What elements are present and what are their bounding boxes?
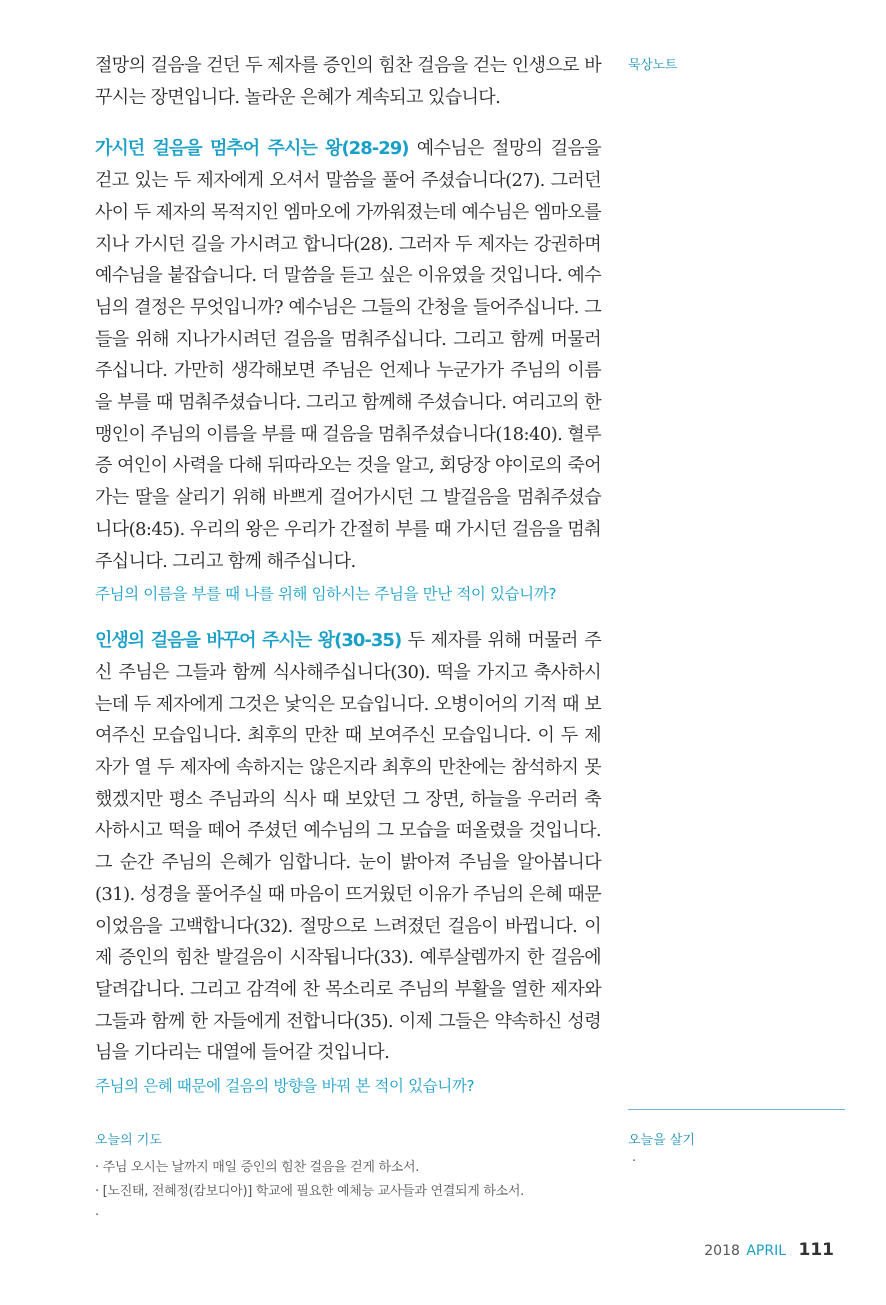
main-column (95, 50, 601, 1099)
live-today-item: · (632, 1154, 637, 1169)
reflection-question: 주님의 이름을 부를 때 나를 위해 임하시는 주님을 만난 적이 있습니까? (95, 585, 557, 604)
prayer-item: · (95, 1208, 99, 1223)
prayer-list (95, 1156, 615, 1228)
reflection-question: 주님의 은혜 때문에 걸음의 방향을 바꿔 본 적이 있습니까? (95, 1077, 475, 1096)
section-body: 예수님은 절망의 걸음을 걷고 있는 두 제자에게 오셔서 말씀을 풀어 주셨습니다(27). 그러던 사이 두 제자의 목적지인 엠마오에 가까워졌는데 예수님은 엠마오를 지나 가시던 길을 가시려고 합니다(28). 그러자 두 제자는 강권하며 예수님을 붙잡습니다. 더 말씀을 듣고 싶은 이유였을 것입니다. 예수님의 결정은 무엇입니까? 예수님은 그들의 간청을 들어주십니다. 그들을 위해 지나가시려던 걸음을 멈춰주십니다. 그리고 함께 머물러 주십니다. 가만히 생각해보면 주님은 언제나 누군가가 주님의 이름을 부를 때 멈춰주셨습니다. 그리고 함께해 주셨습니다. 여리고의 한 맹인이 주님의 이름을 부를 때 걸음을 멈춰주셨습니다(18:40). 혈루증 여인이 사력을 다해 뒤따라오는 것을 알고, 회당장 야이로의 죽어가는 딸을 살리기 위해 바쁘게 걸어가시던 그 발걸음을 멈춰주셨습니다(8:45). 우리의 왕은 우리가 간절히 부를 때 가시던 걸음을 멈춰 주십니다. 그리고 함께 해주십니다. (95, 138, 601, 572)
meditation-note-label: 묵상노트 (628, 58, 678, 73)
page-footer (704, 1240, 834, 1260)
section-paragraph (95, 133, 601, 577)
prayer-item: · [노진태, 전혜정(캄보디아)] 학교에 필요한 예체능 교사들과 연결되게 하소서. (95, 1184, 524, 1199)
intro-paragraph: 절망의 걸음을 걷던 두 제자를 증인의 힘찬 걸음을 걷는 인생으로 바꾸시는 장면입니다. 놀라운 은혜가 계속되고 있습니다. (95, 55, 601, 108)
prayer-title: 오늘의 기도 (95, 1133, 162, 1148)
prayer-block (95, 1129, 615, 1228)
prayer-item: · 주님 오시는 날까지 매일 증인의 힘찬 걸음을 걷게 하소서. (95, 1160, 420, 1175)
section-paragraph (95, 625, 601, 1069)
page-number: 111 (798, 1240, 834, 1260)
live-today-title: 오늘을 살기 (628, 1133, 695, 1148)
section-body: 두 제자를 위해 머물러 주신 주님은 그들과 함께 식사해주십니다(30). 떡을 가지고 축사하시는데 두 제자에게 그것은 낯익은 모습입니다. 오병이어의 기적 때 보여주신 모습입니다. 최후의 만찬 때 보여주신 모습입니다. 이 두 제자가 열 두 제자에 속하지는 않은지라 최후의 만찬에는 참석하지 못했겠지만 평소 주님과의 식사 때 보았던 그 장면, 하늘을 우러러 축사하시고 떡을 떼어 주셨던 예수님의 그 모습을 떠올렸을 것입니다. 그 순간 주님의 은혜가 임합니다. 눈이 밝아져 주님을 알아봅니다(31). 성경을 풀어주실 때 마음이 뜨거웠던 이유가 주님의 은혜 때문이었음을 고백합니다(32). 절망으로 느려졌던 걸음이 바뀝니다. 이제 증인의 힘찬 발걸음이 시작됩니다(33). 예루살렘까지 한 걸음에 달려갑니다. 그리고 감격에 찬 목소리로 주님의 부활을 열한 제자와 그들과 함께 한 자들에게 전합니다(35). 이제 그들은 약속하신 성령님을 기다리는 대열에 들어갈 것입니다. (95, 630, 601, 1064)
footer-month: APRIL (746, 1243, 787, 1259)
footer-year: 2018 (704, 1243, 740, 1259)
section-heading: 인생의 걸음을 바꾸어 주시는 왕(30-35) (95, 630, 402, 652)
section-heading: 가시던 걸음을 멈추어 주시는 왕(28-29) (95, 138, 409, 160)
divider-line (628, 1109, 845, 1110)
